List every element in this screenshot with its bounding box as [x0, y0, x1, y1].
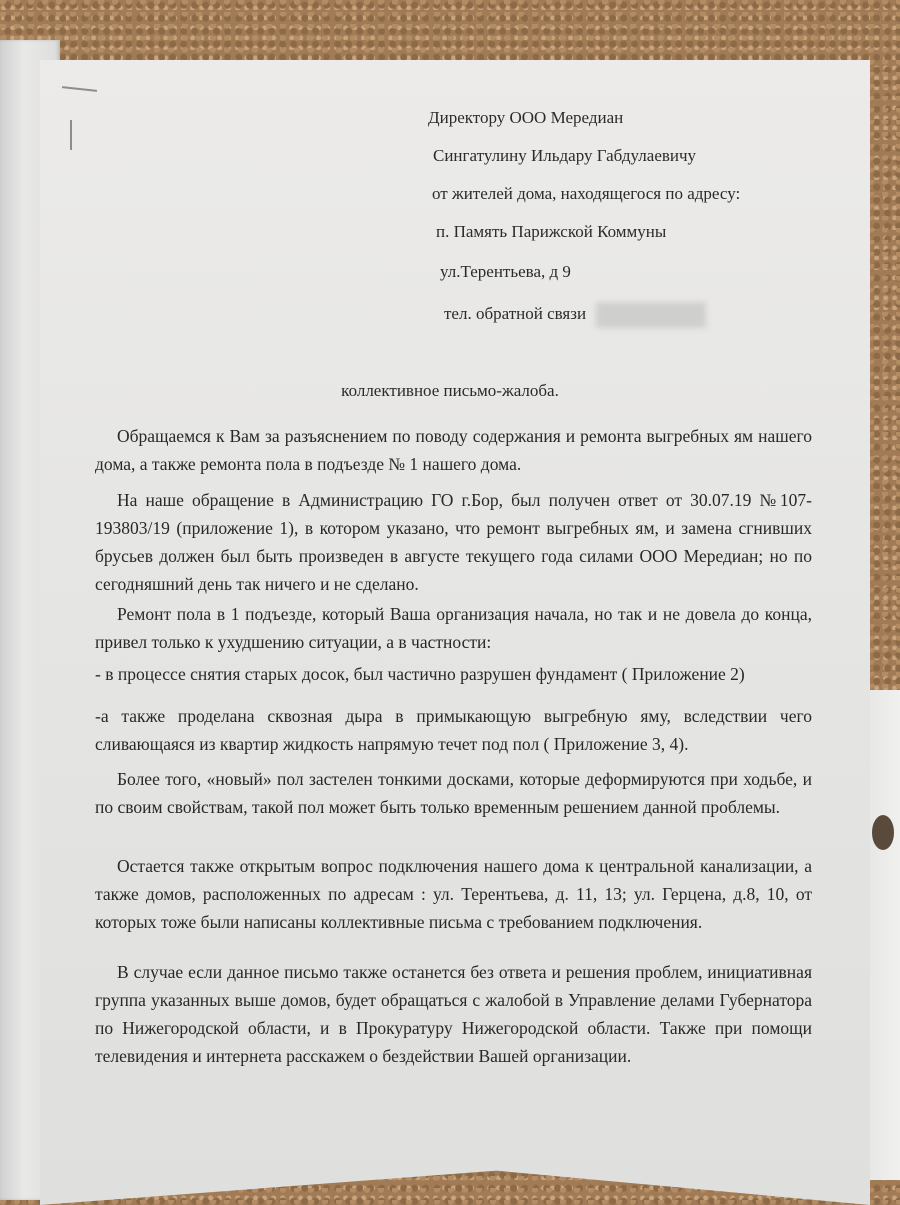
- paragraph-6: Более того, «новый» пол застелен тонкими досками, которые деформируются при ходьбе, и по своим свойствам, такой пол может быть только временным решением данной проблемы.: [95, 769, 812, 817]
- punch-hole: [872, 815, 894, 850]
- paragraph-7: Остается также открытым вопрос подключения нашего дома к центральной канализации, а также домов, расположенных по адресам : ул. Терентьева, д. 11, 13; ул. Герцена, д.8, 10, от которых тоже были написаны коллективные письма с требованием подключения.: [95, 856, 812, 932]
- paragraph-2: На наше обращение в Администрацию ГО г.Бор, был получен ответ от 30.07.19 №107-193803/19 (приложение 1), в котором указано, что ремонт выгребных ям, и замена сгнивших брусьев должен был быть произведен в августе текущего года силами ООО Мередиан; но по сегодняшний день так ничего и не сделано.: [95, 490, 812, 594]
- paragraph-8: В случае если данное письмо также останется без ответа и решения проблем, инициативная группа указанных выше домов, будет обращаться с жалобой в Управление делами Губернатора по Нижегородской области, и в Прокуратуру Нижегородской области. Также при помощи телевидения и интернета расскажем о бездействии Вашей организации.: [95, 962, 812, 1066]
- paragraph-4: - в процессе снятия старых досок, был частично разрушен фундамент ( Приложение 2): [95, 664, 745, 684]
- paragraph-5: -а также проделана сквозная дыра в примыкающую выгребную яму, вследствии чего сливающаяся из квартир жидкость напрямую течет под пол ( Приложение 3, 4).: [95, 706, 812, 754]
- address-street: ул.Терентьева, д 9: [440, 262, 571, 281]
- redacted-phone: [596, 302, 706, 328]
- paragraph-1: Обращаемся к Вам за разъяснением по поводу содержания и ремонта выгребных ям нашего дома, а также ремонта пола в подъезде № 1 нашего дома.: [95, 426, 812, 474]
- sender-line: от жителей дома, находящегося по адресу:: [432, 184, 741, 203]
- contact-phone-label: тел. обратной связи: [444, 303, 587, 323]
- paragraph-3: Ремонт пола в 1 подъезде, который Ваша организация начала, но так и не довела до конца, привел только к ухудшению ситуации, а в частности:: [95, 604, 812, 652]
- address-settlement: п. Память Парижской Коммуны: [436, 222, 667, 241]
- addressee-director: Директору ООО Мередиан: [428, 108, 624, 127]
- addressee-name: Сингатулину Ильдару Габдулаевичу: [433, 146, 697, 165]
- contact-phone: [444, 302, 706, 328]
- letter-title: коллективное письмо-жалоба.: [341, 381, 559, 400]
